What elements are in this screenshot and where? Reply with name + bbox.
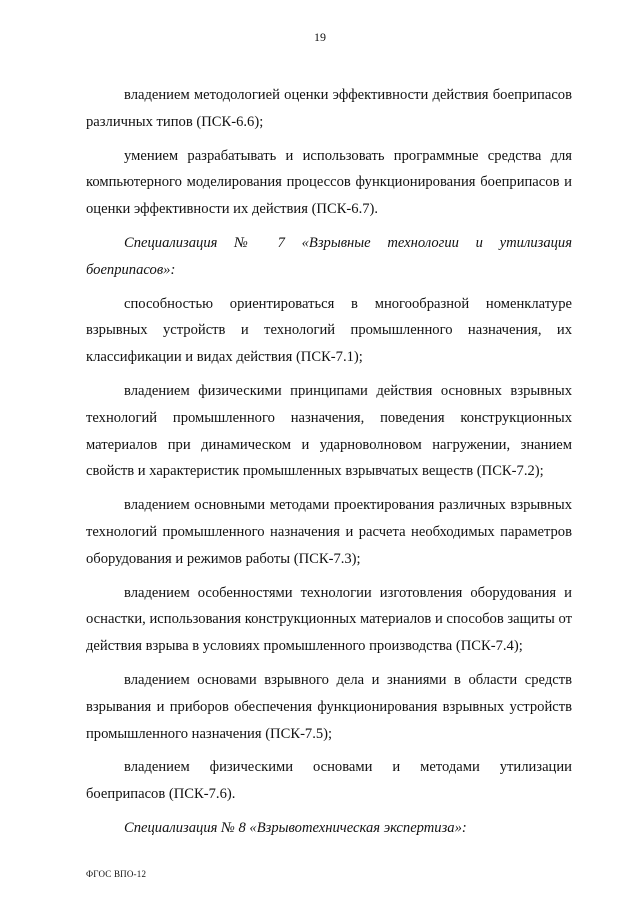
document-body <box>86 82 572 849</box>
competency-paragraph: владением основами взрывного дела и знаниями в области средств взрывания и приборов обеспечения функционирования взрывных устройств промышленного назначения (ПСК-7.5); <box>86 671 572 742</box>
competency-paragraph: владением физическими основами и методами утилизации боеприпасов (ПСК-7.6). <box>86 759 572 803</box>
competency-paragraph: владением методологией оценки эффективности действия боеприпасов различных типов (ПСК-6.6); <box>86 87 572 130</box>
competency-paragraph: способностью ориентироваться в многообразной номенклатуре взрывных устройств и технологий промышленного назначения, их классификации и видах действия (ПСК-7.1); <box>86 295 572 366</box>
specialization-heading: Специализация № 8 «Взрывотехническая экспертиза»: <box>124 819 467 836</box>
page-number: 19 <box>314 30 326 44</box>
competency-paragraph: владением основными методами проектирования различных взрывных технологий промышленного назначения и расчета необходимых параметров оборудования и режимов работы (ПСК-7.3); <box>86 497 572 567</box>
specialization-heading: Специализация № 7 «Взрывные технологии и утилизация боеприпасов»: <box>86 234 572 278</box>
document-footer: ФГОС ВПО-12 <box>86 869 147 879</box>
competency-paragraph: владением физическими принципами действия основных взрывных технологий промышленного назначения, поведения конструкционных материалов при динамическом и ударноволновом нагружении, знанием свойств и характеристик промышленных взрывчатых веществ (ПСК-7.2); <box>86 382 572 480</box>
competency-paragraph: умением разрабатывать и использовать программные средства для компьютерного моделирования процессов функционирования боеприпасов и оценки эффективности их действия (ПСК-6.7). <box>86 147 572 218</box>
competency-paragraph: владением особенностями технологии изготовления оборудования и оснастки, использования конструкционных материалов и способов защиты от действия взрыва в условиях промышленного производства (ПСК-7.4); <box>86 584 572 655</box>
